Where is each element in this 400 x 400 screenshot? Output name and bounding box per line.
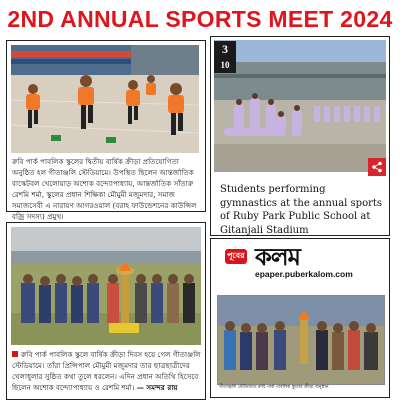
slide-counter-current: 3 <box>214 41 236 57</box>
gymnastics-caption: Students performing gymnastics at the annual sports of Ruby Park Public School at Gitanjali Stadium <box>220 184 383 236</box>
article-card-epaper <box>210 238 390 398</box>
slide-counter-total: 10 <box>214 57 236 73</box>
torch-caption-text: রুবি পার্ক পাবলিক স্কুলে বার্ষিক ক্রীড়া দিবস হয়ে গেল গীতাঞ্জলি স্টেডিয়ামে। তাঁরা প্রিন্সিপাল মৌমুমী মজুমদার তার ছাত্রছাত্রীদের খেলাধুলার সুষ্ঠিত কথা তুলে ধরলেন। এদিন প্রধান অতিথি হিসেবে ছিলেন অশোক বন্দ্যোপাধ্যায় ও রেশমি শর্মা। <box>12 350 201 392</box>
article-card-gymnastics <box>210 36 390 236</box>
epaper-url[interactable]: epaper.puberkalom.com <box>255 269 353 279</box>
torch-caption <box>12 349 202 397</box>
torch-photo <box>11 227 201 345</box>
article-card-torch <box>6 222 206 400</box>
torch-byline: — সমন্দর রায় <box>136 383 178 392</box>
bullet-icon <box>12 351 18 357</box>
newspaper-logo: কলম <box>255 243 301 271</box>
race-photo <box>11 45 199 153</box>
gymnastics-photo <box>214 40 386 172</box>
race-caption <box>12 156 200 221</box>
epaper-inner-caption: গীতাঞ্জলি স্টেডিয়ামে রুবি পার্ক পাবলিক স্কুলের ক্রীড়া অনুষ্ঠান <box>219 385 329 390</box>
share-icon[interactable] <box>368 158 386 176</box>
newspaper-logo-prefix: পূবের <box>225 249 247 264</box>
race-caption-text: রুবি পার্ক পাবলিক স্কুলের দ্বিতীয় বার্ষিক ক্রীড়া প্রতিযোগিতা অনুষ্ঠিত হল গীতাঞ্জলি স্টেডিয়ামে। উপস্থিত ছিলেন আন্তর্জাতিক বাস্কেটবল খেলোয়াড় অশোক বন্দ্যোপাধ্যায়, আন্তর্জাতিক সাঁতারু রেশমি শর্মা, স্কুলের প্রধান শিক্ষিকা মৌমুমী মজুমদার, সমাজ সমাজসেবী এ নারায়ণ আগরওয়াল (বরাহ ফাউন্ডেশনের কাউন্সিল বজ্রি সদস্য) প্রমুখ। <box>12 157 197 221</box>
page-title: 2ND ANNUAL SPORTS MEET 2024 <box>7 6 393 32</box>
epaper-photo <box>217 295 385 385</box>
article-card-race <box>6 40 206 221</box>
